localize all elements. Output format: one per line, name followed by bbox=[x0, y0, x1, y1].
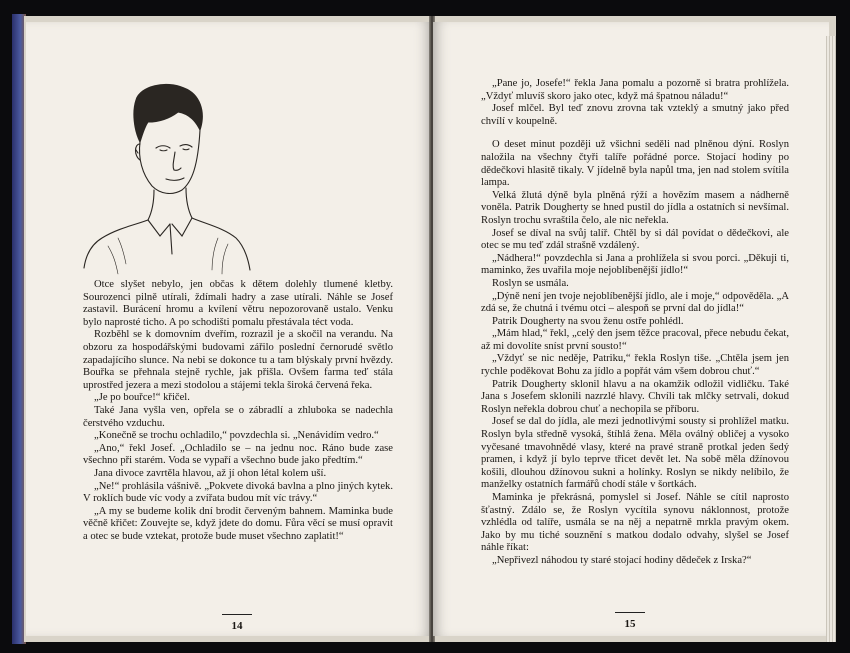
right-page bbox=[433, 22, 829, 636]
open-book bbox=[24, 16, 836, 642]
paragraph: „Nepřivezl náhodou ty staré stojací hodiny dědeček z Irska?“ bbox=[492, 554, 752, 566]
paragraph: Josef se dal do jídla, ale mezi jednotlivými sousty si prohlížel matku. Roslyn byla středně vysoká, štíhlá žena. Měla oválný obličej a vysoko vyčesané tmavohnědé vlasy, které na pravé straně protkal jeden šedý pramen, i když jí bylo teprve třicet devět let. Na sobě měla džínovou košili, dlouhou džínovou sukni a holínky. Roslyn se nikdy nelíbilo, že manželky ostatních farmářů chodí stále v šortkách. bbox=[481, 416, 789, 491]
page-number: 15 bbox=[624, 618, 636, 630]
paragraph: Jana divoce zavrtěla hlavou, až jí ohon létal kolem uší. bbox=[94, 467, 327, 479]
paragraph: „Konečně se trochu ochladilo,“ povzdechla si. „Nenávidím vedro.“ bbox=[94, 430, 379, 442]
paragraph: O deset minut později už všichni seděli nad plněnou dýní. Roslyn naložila na všechny čtyři talíře pořádné porce. Stojací hodiny po dědečkovi hlasitě tikaly. V jídelně byla napůl tma, jen nad stolem svítila lampa. bbox=[481, 139, 789, 189]
page-number-rule bbox=[222, 614, 252, 615]
paragraph: Maminka je překrásná, pomyslel si Josef. Náhle se cítil naprosto šťastný. Zdálo se, že Roslyn vycítila synovu náklonnost, protože vzhlédla od talíře, usmála se na něj a nepatrně mrkla pravým okem. Jako by mu tiché souznění s matkou dodalo odvahy, slyšel se Josef náhle říkat: bbox=[481, 492, 789, 554]
page-number-rule bbox=[615, 612, 645, 613]
paragraph: Patrik Dougherty na svou ženu ostře pohlédl. bbox=[492, 315, 684, 327]
left-page bbox=[26, 22, 431, 636]
paragraph: „A my se budeme kolik dní brodit červeným bahnem. Maminka bude věčně křičet: Zouvejte se, když jdete do domu. Fůra věcí se musí opravit a otec se bude vztekat, protože bude muset všechno zaplatit!“ bbox=[83, 505, 393, 542]
paragraph: Patrik Dougherty sklonil hlavu a na okamžik odložil vidličku. Také Jana s Josefem sklonili nazrzlé hlavy. Chvíli tak mlčky setrvali, dokud Roslyn neřekla dobrou chuť a nechopila se příboru. bbox=[481, 378, 789, 415]
paragraph: „Je po bouřce!“ křičel. bbox=[94, 392, 190, 404]
right-page-text bbox=[481, 78, 789, 568]
page-number: 14 bbox=[231, 620, 243, 632]
paragraph: „Nádhera!“ povzdechla si Jana a prohlížela si svou porci. „Děkuji ti, maminko, žes uvařila moje nejoblíbenější jídlo!“ bbox=[481, 252, 789, 277]
paragraph: „Mám hlad,“ řekl, „celý den jsem těžce pracoval, přece nebudu čekat, až mi dovolíte sníst první sousto!“ bbox=[481, 328, 789, 352]
page-edges bbox=[826, 36, 836, 642]
left-page-text bbox=[83, 279, 393, 543]
paragraph: Roslyn se usmála. bbox=[492, 277, 569, 289]
paragraph: „Dýně není jen tvoje nejoblíbenější jídlo, ale i moje,“ odpověděla. „A zdá se, že chutná i tvému otci – alespoň se první dal do jídla!“ bbox=[481, 290, 789, 315]
paragraph: „Ne!“ prohlásila vášnivě. „Pokvete divoká bavlna a plno jiných kytek. V roklích bude víc vody a zvířata budou mít víc trávy.“ bbox=[83, 480, 393, 505]
paragraph: „Ano,“ řekl Josef. „Ochladilo se – na jednu noc. Ráno bude zase všechno při starém. Voda se vypaří a všechno bude jako předtím.“ bbox=[83, 442, 393, 467]
paragraph: Otce slyšet nebylo, jen občas k dětem dolehly tlumené kletby. Sourozenci pilně utírali, ždímali hadry a zase utírali. Náhle se Josef zastavil. Burácení hromu a kvílení větru nepozorovaně ustalo. Venku bylo naprosté ticho. A po schodišti pomalu přestávala téct voda. bbox=[83, 279, 393, 328]
paragraph: Josef mlčel. Byl teď znovu zrovna tak vzteklý a smutný jako před chvílí v koupelně. bbox=[481, 103, 789, 127]
paragraph: Josef se díval na svůj talíř. Chtěl by si dál povídat o dědečkovi, ale otec se mu teď zdál strašně vzdálený. bbox=[481, 227, 789, 252]
paragraph: „Pane jo, Josefe!“ řekla Jana pomalu a pozorně si bratra prohlížela. „Vždyť mluvíš skoro jako otec, když má špatnou náladu!“ bbox=[481, 78, 789, 102]
paragraph: Rozběhl se k domovním dveřím, rozrazil je a skočil na verandu. Na obzoru za hospodářskými budovami zářilo poslední černorudé světlo zapadajícího slunce. Na nebi se dokonce tu a tam blýskaly první hvězdy. Bouřka se přehnala stejně rychle, jak přišla. Ovšem farma teď stála uprostřed jezera a mezi stodolou a stájemi tekla široká červená řeka. bbox=[83, 329, 393, 391]
boy-portrait-illustration bbox=[78, 78, 253, 278]
paragraph: Velká žlutá dýně byla plněná rýží a hovězím masem a nádherně voněla. Patrik Dougherty se hned pustil do jídla a ostatních si nevšímal. Roslyn trochu svraštila čelo, ale nic neřekla. bbox=[481, 189, 789, 226]
paragraph: „Vždyť se nic neděje, Patriku,“ řekla Roslyn tiše. „Chtěla jsem jen rychle poděkovat Bohu za jídlo a popřát vám všem dobrou chuť.“ bbox=[481, 353, 789, 378]
paragraph: Také Jana vyšla ven, opřela se o zábradlí a zhluboka se nadechla čerstvého vzduchu. bbox=[83, 404, 393, 429]
